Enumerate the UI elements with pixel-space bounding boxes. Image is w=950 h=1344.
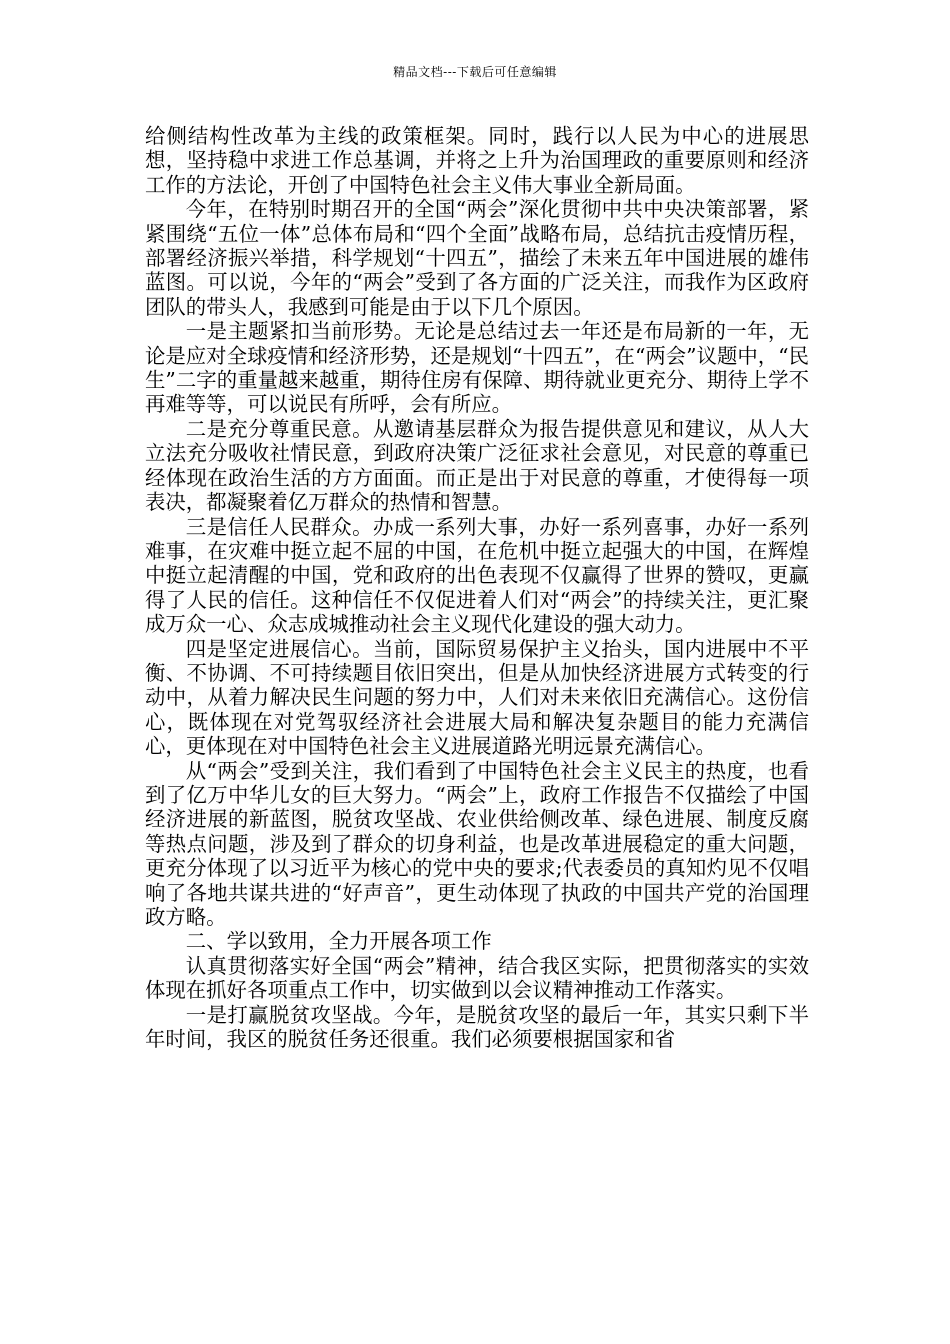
paragraph: 认真贯彻落实好全国“两会”精神，结合我区实际，把贯彻落实的实效体现在抓好各项重点工作中，切实做到以会议精神推动工作落实。 — [145, 953, 809, 1003]
section-heading: 二、学以致用，全力开展各项工作 — [185, 929, 492, 954]
paragraph: 从“两会”受到关注，我们看到了中国特色社会主义民主的热度，也看到了亿万中华儿女的巨大努力。“两会”上，政府工作报告不仅描绘了中国经济进展的新蓝图，脱贫攻坚战、农业供给侧改革、绿色进展、制度反腐等热点问题，涉及到了群众的切身利益，也是改革进展稳定的重大问题，更充分体现了以习近平为核心的党中央的要求;代表委员的真知灼见不仅唱响了各地共谋共进的“好声音”，更生动体现了执政的中国共产党的治国理政方略。 — [145, 758, 809, 929]
paragraph: 三是信任人民群众。办成一系列大事，办好一系列喜事，办好一系列难事，在灾难中挺立起不屈的中国，在危机中挺立起强大的中国，在辉煌中挺立起清醒的中国，党和政府的出色表现不仅赢得了世界的赞叹，更赢得了人民的信任。这种信任不仅促进着人们对“两会”的持续关注，更汇聚成万众一心、众志成城推动社会主义现代化建设的强大动力。 — [145, 514, 809, 637]
paragraph: 给侧结构性改革为主线的政策框架。同时，践行以人民为中心的进展思想，坚持稳中求进工作总基调，并将之上升为治国理政的重要原则和经济工作的方法论，开创了中国特色社会主义伟大事业全新局面。 — [145, 124, 809, 197]
page-header: 精品文档---下载后可任意编辑 — [393, 65, 557, 79]
document-body — [145, 124, 809, 1051]
paragraph: 一是打赢脱贫攻坚战。今年，是脱贫攻坚的最后一年，其实只剩下半年时间，我区的脱贫任务还很重。我们必须要根据国家和省 — [145, 1002, 809, 1052]
paragraph: 二是充分尊重民意。从邀请基层群众为报告提供意见和建议，从人大立法充分吸收社情民意，到政府决策广泛征求社会意见，对民意的尊重已经体现在政治生活的方方面面。而正是出于对民意的尊重，才使得每一项表决，都凝聚着亿万群众的热情和智慧。 — [145, 416, 809, 515]
paragraph: 一是主题紧扣当前形势。无论是总结过去一年还是布局新的一年，无论是应对全球疫情和经济形势，还是规划“十四五”，在“两会”议题中，“民生”二字的重量越来越重，期待住房有保障、期待就业更充分、期待上学不再难等等，可以说民有所呼，会有所应。 — [145, 319, 809, 417]
paragraph: 今年，在特别时期召开的全国“两会”深化贯彻中共中央决策部署，紧紧围绕“五位一体”总体布局和“四个全面”战略布局，总结抗击疫情历程，部署经济振兴举措，科学规划“十四五”，描绘了未来五年中国进展的雄伟蓝图。可以说，今年的“两会”受到了各方面的广泛关注，而我作为区政府团队的带头人，我感到可能是由于以下几个原因。 — [145, 197, 809, 319]
paragraph: 四是坚定进展信心。当前，国际贸易保护主义抬头，国内进展中不平衡、不协调、不可持续题目依旧突出，但是从加快经济进展方式转变的行动中，从着力解决民生问题的努力中，人们对未来依旧充满信心。这份信心，既体现在对党驾驭经济社会进展大局和解决复杂题目的能力充满信心，更体现在对中国特色社会主义进展道路光明远景充满信心。 — [145, 636, 809, 759]
